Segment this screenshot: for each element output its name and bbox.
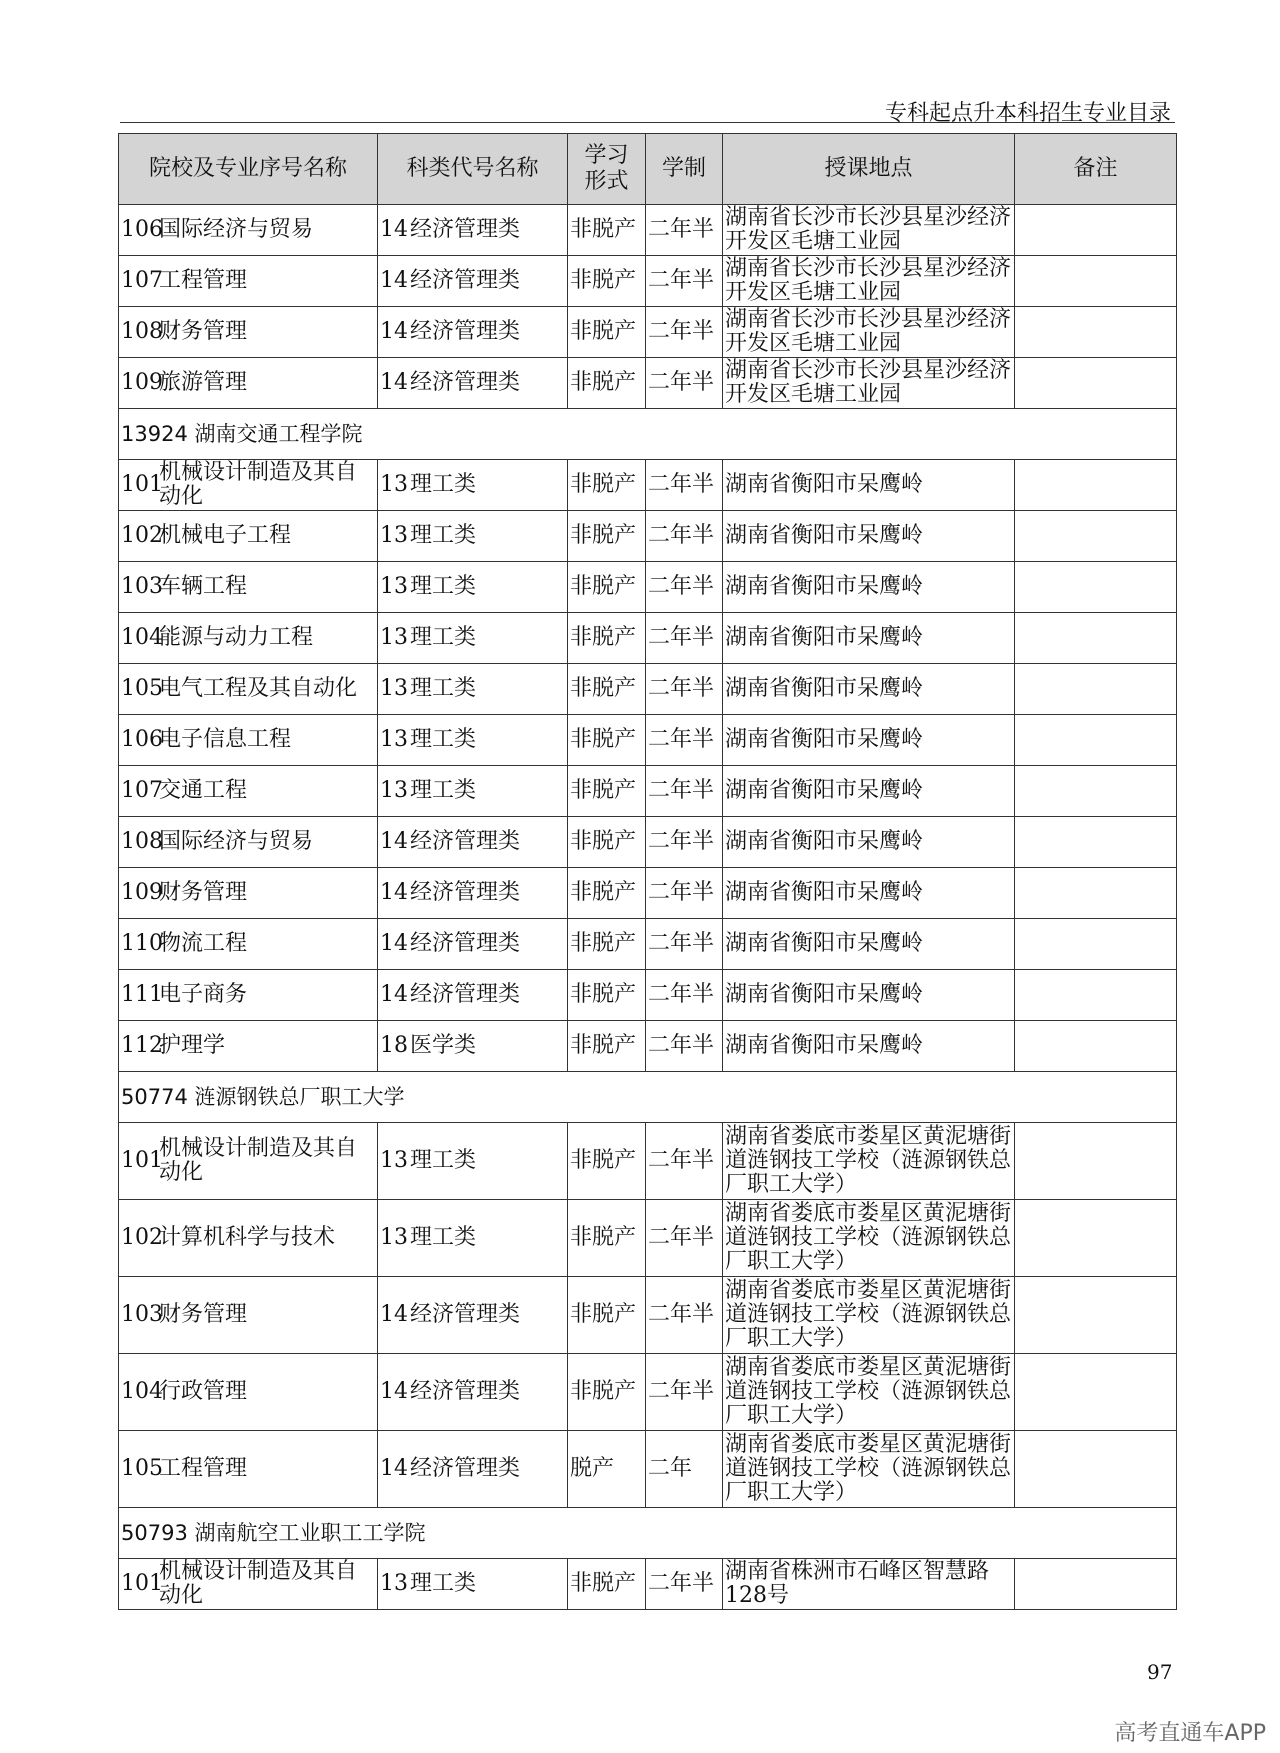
note (1015, 307, 1177, 358)
table-row (119, 205, 1177, 256)
category-code: 14 (380, 217, 408, 242)
category-code: 14 (380, 319, 408, 344)
major-cell (119, 205, 378, 256)
category-cell (378, 1559, 568, 1610)
study-form: 非脱产 (568, 868, 646, 919)
major-cell (119, 307, 378, 358)
major-cell (119, 1021, 378, 1072)
category-name: 经济管理类 (410, 370, 521, 395)
watermark: 高考直通车APP (1114, 1721, 1266, 1746)
note (1015, 715, 1177, 766)
major-catalog-table (118, 133, 1177, 1610)
location: 湖南省娄底市娄星区黄泥塘街道涟钢技工学校（涟源钢铁总厂职工大学） (723, 1354, 1015, 1431)
category-code: 14 (380, 1302, 408, 1327)
major-cell (119, 1431, 378, 1508)
study-form: 非脱产 (568, 358, 646, 409)
category-code: 13 (380, 727, 408, 752)
location: 湖南省衡阳市呆鹰岭 (723, 664, 1015, 715)
major-code: 109 (121, 370, 163, 395)
duration: 二年半 (646, 205, 723, 256)
category-name: 理工类 (410, 676, 477, 701)
category-code: 13 (380, 1148, 408, 1173)
duration: 二年半 (646, 1200, 723, 1277)
school-row (119, 1508, 1177, 1559)
category-cell (378, 511, 568, 562)
category-cell (378, 817, 568, 868)
category-code: 13 (380, 676, 408, 701)
study-form: 非脱产 (568, 1277, 646, 1354)
note (1015, 562, 1177, 613)
major-code: 104 (121, 625, 163, 650)
study-form: 非脱产 (568, 664, 646, 715)
location: 湖南省长沙市长沙县星沙经济开发区毛塘工业园 (723, 256, 1015, 307)
note (1015, 613, 1177, 664)
table-row (119, 1354, 1177, 1431)
major-cell (119, 460, 378, 511)
school-name: 50793 湖南航空工业职工工学院 (119, 1508, 1177, 1559)
category-name: 医学类 (410, 1033, 477, 1058)
duration: 二年半 (646, 1123, 723, 1200)
category-cell (378, 1123, 568, 1200)
note (1015, 1431, 1177, 1508)
table-header-row (119, 134, 1177, 205)
note (1015, 817, 1177, 868)
table-row (119, 358, 1177, 409)
table-row (119, 1559, 1177, 1610)
category-cell (378, 919, 568, 970)
note (1015, 868, 1177, 919)
major-cell (119, 919, 378, 970)
category-name: 理工类 (410, 625, 477, 650)
category-code: 18 (380, 1033, 408, 1058)
major-cell (119, 1354, 378, 1431)
table-row (119, 1021, 1177, 1072)
table-row (119, 613, 1177, 664)
study-form: 非脱产 (568, 766, 646, 817)
major-cell (119, 1123, 378, 1200)
major-code: 112 (121, 1033, 163, 1058)
category-code: 14 (380, 1379, 408, 1404)
table-row (119, 562, 1177, 613)
location: 湖南省娄底市娄星区黄泥塘街道涟钢技工学校（涟源钢铁总厂职工大学） (723, 1200, 1015, 1277)
category-code: 13 (380, 523, 408, 548)
school-row (119, 1072, 1177, 1123)
table-row (119, 1277, 1177, 1354)
category-name: 理工类 (410, 574, 477, 599)
major-cell (119, 766, 378, 817)
category-name: 经济管理类 (410, 829, 521, 854)
location: 湖南省娄底市娄星区黄泥塘街道涟钢技工学校（涟源钢铁总厂职工大学） (723, 1123, 1015, 1200)
note (1015, 919, 1177, 970)
major-code: 103 (121, 1302, 163, 1327)
study-form: 非脱产 (568, 205, 646, 256)
note (1015, 511, 1177, 562)
note (1015, 1559, 1177, 1610)
note (1015, 1200, 1177, 1277)
category-name: 经济管理类 (410, 217, 521, 242)
duration: 二年半 (646, 460, 723, 511)
category-code: 14 (380, 982, 408, 1007)
category-name: 经济管理类 (410, 880, 521, 905)
category-code: 14 (380, 370, 408, 395)
duration: 二年半 (646, 613, 723, 664)
category-cell (378, 562, 568, 613)
duration: 二年半 (646, 1277, 723, 1354)
location: 湖南省衡阳市呆鹰岭 (723, 817, 1015, 868)
major-code: 104 (121, 1379, 163, 1404)
table-row (119, 511, 1177, 562)
major-code: 106 (121, 727, 163, 752)
major-name: 交通工程 (159, 778, 248, 803)
major-code: 102 (121, 523, 163, 548)
major-code: 102 (121, 1225, 163, 1250)
header-note: 备注 (1015, 134, 1177, 205)
major-name: 工程管理 (159, 268, 248, 293)
category-cell (378, 1200, 568, 1277)
category-code: 14 (380, 1456, 408, 1481)
note (1015, 460, 1177, 511)
major-code: 108 (121, 829, 163, 854)
duration: 二年半 (646, 256, 723, 307)
table-row (119, 766, 1177, 817)
major-code: 109 (121, 880, 163, 905)
major-name: 国际经济与贸易 (159, 217, 314, 242)
duration: 二年半 (646, 1354, 723, 1431)
duration: 二年半 (646, 562, 723, 613)
school-name: 13924 湖南交通工程学院 (119, 409, 1177, 460)
note (1015, 1123, 1177, 1200)
category-cell (378, 970, 568, 1021)
location: 湖南省衡阳市呆鹰岭 (723, 1021, 1015, 1072)
location: 湖南省长沙市长沙县星沙经济开发区毛塘工业园 (723, 307, 1015, 358)
category-cell (378, 613, 568, 664)
duration: 二年半 (646, 511, 723, 562)
major-code: 105 (121, 676, 163, 701)
header-category: 科类代号名称 (378, 134, 568, 205)
major-name: 旅游管理 (159, 370, 248, 395)
note (1015, 766, 1177, 817)
category-cell (378, 1277, 568, 1354)
table-body (119, 205, 1177, 1610)
duration: 二年半 (646, 817, 723, 868)
study-form: 非脱产 (568, 256, 646, 307)
study-form: 非脱产 (568, 1123, 646, 1200)
note (1015, 256, 1177, 307)
category-code: 14 (380, 829, 408, 854)
note (1015, 1277, 1177, 1354)
major-name: 行政管理 (159, 1379, 248, 1404)
category-code: 14 (380, 880, 408, 905)
location: 湖南省长沙市长沙县星沙经济开发区毛塘工业园 (723, 358, 1015, 409)
running-header-title: 专科起点升本科招生专业目录 (884, 101, 1171, 126)
study-form: 非脱产 (568, 1354, 646, 1431)
table-row (119, 1123, 1177, 1200)
major-cell (119, 562, 378, 613)
category-name: 经济管理类 (410, 1456, 521, 1481)
location: 湖南省衡阳市呆鹰岭 (723, 868, 1015, 919)
major-cell (119, 511, 378, 562)
major-code: 101 (121, 1571, 163, 1596)
location: 湖南省衡阳市呆鹰岭 (723, 970, 1015, 1021)
major-name: 电气工程及其自动化 (159, 676, 358, 701)
study-form: 非脱产 (568, 817, 646, 868)
major-name: 物流工程 (159, 931, 248, 956)
major-name: 车辆工程 (159, 574, 248, 599)
category-name: 理工类 (410, 472, 477, 497)
category-name: 经济管理类 (410, 268, 521, 293)
major-name: 财务管理 (159, 1302, 248, 1327)
category-code: 13 (380, 472, 408, 497)
table-row (119, 1200, 1177, 1277)
major-name: 机械设计制造及其自动化 (159, 460, 358, 509)
duration: 二年半 (646, 919, 723, 970)
major-name: 机械设计制造及其自动化 (159, 1559, 358, 1608)
duration: 二年半 (646, 1559, 723, 1610)
category-cell (378, 307, 568, 358)
category-name: 理工类 (410, 778, 477, 803)
category-cell (378, 664, 568, 715)
category-code: 14 (380, 268, 408, 293)
major-cell (119, 613, 378, 664)
table-row (119, 307, 1177, 358)
major-code: 107 (121, 268, 163, 293)
category-name: 理工类 (410, 523, 477, 548)
location: 湖南省衡阳市呆鹰岭 (723, 562, 1015, 613)
duration: 二年半 (646, 715, 723, 766)
study-form: 非脱产 (568, 1559, 646, 1610)
major-name: 工程管理 (159, 1456, 248, 1481)
major-code: 110 (121, 931, 163, 956)
school-row (119, 409, 1177, 460)
note (1015, 205, 1177, 256)
study-form: 非脱产 (568, 511, 646, 562)
major-name: 能源与动力工程 (159, 625, 314, 650)
category-cell (378, 1021, 568, 1072)
major-cell (119, 970, 378, 1021)
school-name: 50774 涟源钢铁总厂职工大学 (119, 1072, 1177, 1123)
note (1015, 664, 1177, 715)
category-code: 13 (380, 625, 408, 650)
note (1015, 358, 1177, 409)
duration: 二年半 (646, 868, 723, 919)
category-name: 经济管理类 (410, 319, 521, 344)
table-row (119, 817, 1177, 868)
page-number: 97 (1147, 1660, 1173, 1684)
header-location: 授课地点 (723, 134, 1015, 205)
category-code: 14 (380, 931, 408, 956)
major-cell (119, 868, 378, 919)
major-cell (119, 1559, 378, 1610)
category-name: 经济管理类 (410, 931, 521, 956)
study-form: 非脱产 (568, 919, 646, 970)
category-cell (378, 460, 568, 511)
location: 湖南省娄底市娄星区黄泥塘街道涟钢技工学校（涟源钢铁总厂职工大学） (723, 1277, 1015, 1354)
category-cell (378, 766, 568, 817)
major-name: 财务管理 (159, 319, 248, 344)
study-form: 脱产 (568, 1431, 646, 1508)
study-form: 非脱产 (568, 613, 646, 664)
table-row (119, 868, 1177, 919)
category-name: 经济管理类 (410, 1302, 521, 1327)
table-row (119, 460, 1177, 511)
duration: 二年半 (646, 664, 723, 715)
note (1015, 1021, 1177, 1072)
major-name: 计算机科学与技术 (159, 1225, 336, 1250)
category-name: 理工类 (410, 1148, 477, 1173)
table-row (119, 664, 1177, 715)
category-cell (378, 256, 568, 307)
major-code: 108 (121, 319, 163, 344)
location: 湖南省衡阳市呆鹰岭 (723, 511, 1015, 562)
study-form: 非脱产 (568, 1021, 646, 1072)
table-row (119, 715, 1177, 766)
major-code: 105 (121, 1456, 163, 1481)
study-form: 非脱产 (568, 1200, 646, 1277)
category-name: 理工类 (410, 1225, 477, 1250)
location: 湖南省衡阳市呆鹰岭 (723, 460, 1015, 511)
location: 湖南省衡阳市呆鹰岭 (723, 613, 1015, 664)
major-code: 107 (121, 778, 163, 803)
major-cell (119, 715, 378, 766)
category-name: 理工类 (410, 1571, 477, 1596)
category-cell (378, 205, 568, 256)
category-code: 13 (380, 778, 408, 803)
location: 湖南省娄底市娄星区黄泥塘街道涟钢技工学校（涟源钢铁总厂职工大学） (723, 1431, 1015, 1508)
category-name: 经济管理类 (410, 1379, 521, 1404)
table-row (119, 1431, 1177, 1508)
category-name: 理工类 (410, 727, 477, 752)
category-code: 13 (380, 1225, 408, 1250)
major-code: 106 (121, 217, 163, 242)
category-cell (378, 358, 568, 409)
major-code: 103 (121, 574, 163, 599)
major-code: 111 (121, 982, 163, 1007)
location: 湖南省衡阳市呆鹰岭 (723, 919, 1015, 970)
category-name: 经济管理类 (410, 982, 521, 1007)
header-school-major: 院校及专业序号名称 (119, 134, 378, 205)
major-cell (119, 1277, 378, 1354)
table-row (119, 919, 1177, 970)
major-name: 电子商务 (159, 982, 248, 1007)
major-name: 机械设计制造及其自动化 (159, 1136, 358, 1185)
study-form: 非脱产 (568, 715, 646, 766)
location: 湖南省株洲市石峰区智慧路128号 (723, 1559, 1015, 1610)
category-cell (378, 715, 568, 766)
category-cell (378, 1431, 568, 1508)
duration: 二年半 (646, 766, 723, 817)
duration: 二年半 (646, 970, 723, 1021)
major-name: 财务管理 (159, 880, 248, 905)
major-name: 国际经济与贸易 (159, 829, 314, 854)
category-code: 13 (380, 574, 408, 599)
study-form: 非脱产 (568, 307, 646, 358)
study-form: 非脱产 (568, 562, 646, 613)
major-cell (119, 358, 378, 409)
running-header (120, 92, 1175, 126)
duration: 二年半 (646, 307, 723, 358)
note (1015, 970, 1177, 1021)
major-name: 护理学 (159, 1033, 226, 1058)
duration: 二年半 (646, 1021, 723, 1072)
study-form: 非脱产 (568, 970, 646, 1021)
major-cell (119, 817, 378, 868)
major-cell (119, 1200, 378, 1277)
header-study-form: 学习形式 (568, 134, 646, 205)
major-cell (119, 664, 378, 715)
duration: 二年 (646, 1431, 723, 1508)
major-name: 电子信息工程 (159, 727, 292, 752)
location: 湖南省衡阳市呆鹰岭 (723, 715, 1015, 766)
header-duration: 学制 (646, 134, 723, 205)
study-form: 非脱产 (568, 460, 646, 511)
major-name: 机械电子工程 (159, 523, 292, 548)
major-cell (119, 256, 378, 307)
major-code: 101 (121, 472, 163, 497)
note (1015, 1354, 1177, 1431)
category-code: 13 (380, 1571, 408, 1596)
category-cell (378, 1354, 568, 1431)
major-code: 101 (121, 1148, 163, 1173)
table-row (119, 256, 1177, 307)
duration: 二年半 (646, 358, 723, 409)
category-cell (378, 868, 568, 919)
location: 湖南省衡阳市呆鹰岭 (723, 766, 1015, 817)
table-row (119, 970, 1177, 1021)
location: 湖南省长沙市长沙县星沙经济开发区毛塘工业园 (723, 205, 1015, 256)
